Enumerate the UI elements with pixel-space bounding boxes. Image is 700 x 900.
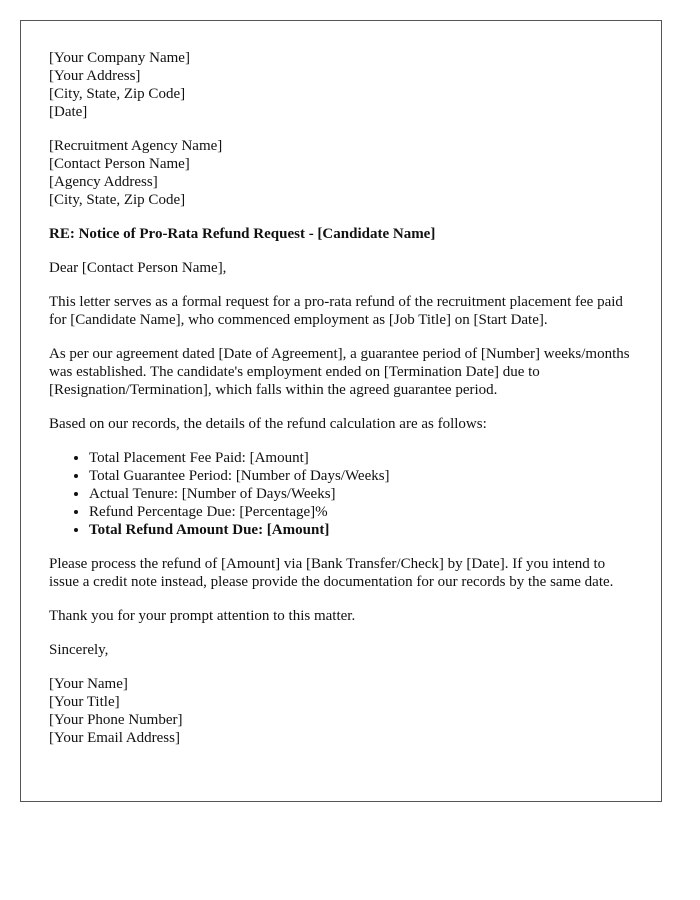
recipient-agency: [Recruitment Agency Name] [49, 138, 223, 154]
list-item: • Total Placement Fee Paid: [Amount] [89, 449, 633, 467]
sender-city-state-zip: [City, State, Zip Code] [49, 86, 186, 102]
signature-email: [Your Email Address] [49, 730, 180, 746]
list-item: • Refund Percentage Due: [Percentage]% [89, 503, 633, 521]
sender-company: [Your Company Name] [49, 50, 190, 66]
letter-page [20, 20, 662, 802]
salutation: Dear [Contact Person Name], [49, 260, 227, 276]
intro-paragraph: This letter serves as a formal request for a pro-rata refund of the recruitment placement fee paid for [Candidate Name], who commenced employment as [Job Title] on [Start Date]. [49, 294, 623, 328]
agreement-paragraph: As per our agreement dated [Date of Agreement], a guarantee period of [Number] weeks/months was established. The candidate's employment ended on [Termination Date] due to [Resignation/Termination], which falls within the agreed guarantee period. [49, 346, 630, 398]
recipient-address-block [49, 137, 633, 209]
subject-line: RE: Notice of Pro-Rata Refund Request - [Candidate Name] [49, 226, 436, 242]
thanks-paragraph: Thank you for your prompt attention to this matter. [49, 608, 356, 624]
letter-date: [Date] [49, 104, 88, 120]
sender-address: [Your Address] [49, 68, 141, 84]
process-paragraph: Please process the refund of [Amount] via [Bank Transfer/Check] by [Date]. If you intend to issue a credit note instead, please provide the documentation for our records by the same date. [49, 556, 614, 590]
recipient-address: [Agency Address] [49, 174, 158, 190]
sender-address-block [49, 49, 633, 121]
signature-title: [Your Title] [49, 694, 120, 710]
refund-details-list [49, 449, 633, 539]
list-item-total-refund: • Total Refund Amount Due: [Amount] [89, 521, 633, 539]
signature-block [49, 675, 633, 747]
signature-phone: [Your Phone Number] [49, 712, 183, 728]
recipient-city-state-zip: [City, State, Zip Code] [49, 192, 186, 208]
signature-name: [Your Name] [49, 676, 128, 692]
list-item: • Actual Tenure: [Number of Days/Weeks] [89, 485, 633, 503]
recipient-contact: [Contact Person Name] [49, 156, 190, 172]
closing: Sincerely, [49, 642, 109, 658]
list-item: • Total Guarantee Period: [Number of Days/Weeks] [89, 467, 633, 485]
records-paragraph: Based on our records, the details of the refund calculation are as follows: [49, 416, 487, 432]
